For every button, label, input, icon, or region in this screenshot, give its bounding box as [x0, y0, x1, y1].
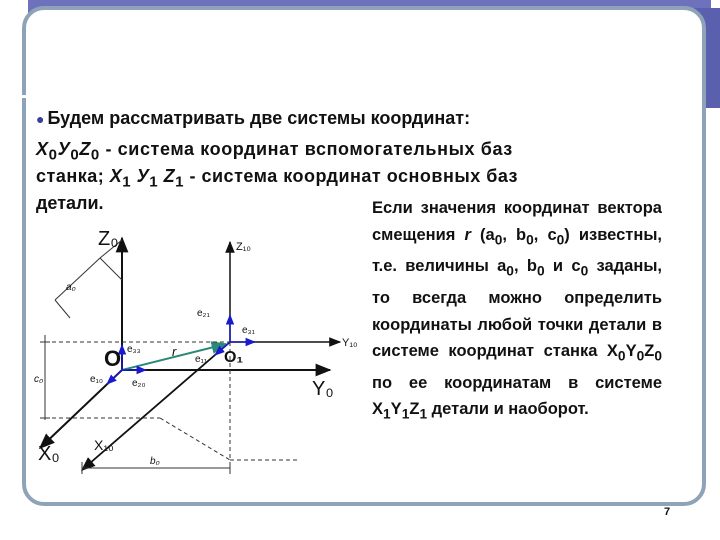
- dim-a0-ext: [100, 258, 122, 280]
- label-b0: b₀: [150, 456, 160, 467]
- para-r: r: [464, 225, 471, 244]
- coord-x0: X: [36, 139, 49, 159]
- label-origin-o: O: [104, 346, 122, 371]
- para-text: заданы, то всегда можно определить координаты любой точки детали в системе координат станка X: [372, 257, 662, 361]
- sub: 0: [636, 348, 645, 364]
- label-origin-o1: O₁: [224, 349, 244, 366]
- para-text: Z: [644, 342, 655, 361]
- sub: 0: [536, 263, 545, 279]
- para-text: , b: [502, 225, 527, 244]
- para-text: по ее координатам в системе X: [372, 373, 662, 419]
- construction-lines: [45, 342, 300, 460]
- para-text: детали и наоборот.: [427, 400, 589, 419]
- coord-x1: X: [109, 166, 123, 186]
- label-e21: e₂₁: [197, 308, 210, 319]
- sub: 1: [419, 406, 428, 422]
- line3-text: - система координат основных баз: [183, 166, 518, 186]
- label-e31: e₃₁: [242, 325, 256, 336]
- coord-y0: У: [57, 139, 71, 159]
- para-text: , c: [533, 225, 557, 244]
- bullet-icon: ●: [36, 111, 45, 127]
- label-e33: e₃₃: [127, 344, 141, 355]
- coord-y1: У: [131, 166, 150, 186]
- para-text: Y: [390, 400, 402, 419]
- label-r: r: [172, 344, 177, 359]
- para-text: ) известны, т.е. величины a: [372, 225, 662, 276]
- sub: 1: [122, 173, 132, 191]
- line2-text: - система координат вспомогательных баз: [99, 139, 513, 159]
- label-c0: c₀: [34, 374, 44, 385]
- dim-a0-ext: [55, 300, 70, 318]
- sub: 1: [401, 406, 410, 422]
- sub: 0: [90, 146, 100, 164]
- para-text: (a: [470, 225, 495, 244]
- line3-lead: станка;: [36, 166, 110, 186]
- label-y0: Y₀: [312, 378, 334, 400]
- sub: 0: [506, 263, 514, 279]
- para-text: Z: [409, 400, 420, 419]
- label-z0: Z₀: [98, 228, 119, 250]
- sub: 0: [617, 348, 626, 364]
- label-e10: e₁₀: [90, 374, 104, 385]
- sub: 1: [149, 173, 159, 191]
- label-x0: X₀: [38, 443, 60, 465]
- unit-e10: [107, 370, 122, 384]
- label-z10: Z₁₀: [236, 241, 251, 253]
- coord-z1: Z: [158, 166, 176, 186]
- page-number: 7: [664, 506, 671, 518]
- para-text: Y: [625, 342, 637, 361]
- sub: 0: [526, 231, 534, 247]
- sub: 1: [383, 406, 391, 422]
- sub: 0: [48, 146, 58, 164]
- dim-a0-line: [55, 258, 100, 300]
- sub: 0: [70, 146, 80, 164]
- label-e20: e₂₀: [132, 378, 146, 389]
- sub: 1: [175, 173, 184, 191]
- bullet-text: Будем рассматривать две системы координат:: [47, 108, 471, 128]
- sub: 0: [580, 263, 589, 279]
- title-line-1: Общая методика расчета: [146, 15, 534, 50]
- sub: 0: [494, 231, 503, 247]
- coord-z0: Z: [79, 139, 91, 159]
- label-x10: X₁₀: [94, 437, 114, 453]
- para-text: Если значения координат вектора смещения: [372, 199, 662, 244]
- body-line-4: детали.: [36, 193, 104, 213]
- sub: 0: [654, 348, 662, 364]
- label-a0: a₀: [66, 282, 76, 293]
- para-text: и c: [544, 257, 581, 276]
- label-e11: e₁₁: [195, 354, 208, 365]
- label-y10: Y₁₀: [342, 337, 358, 349]
- title-line-2: погрешности базирования: [134, 52, 546, 87]
- sub: 0: [556, 231, 565, 247]
- para-text: , b: [513, 257, 537, 276]
